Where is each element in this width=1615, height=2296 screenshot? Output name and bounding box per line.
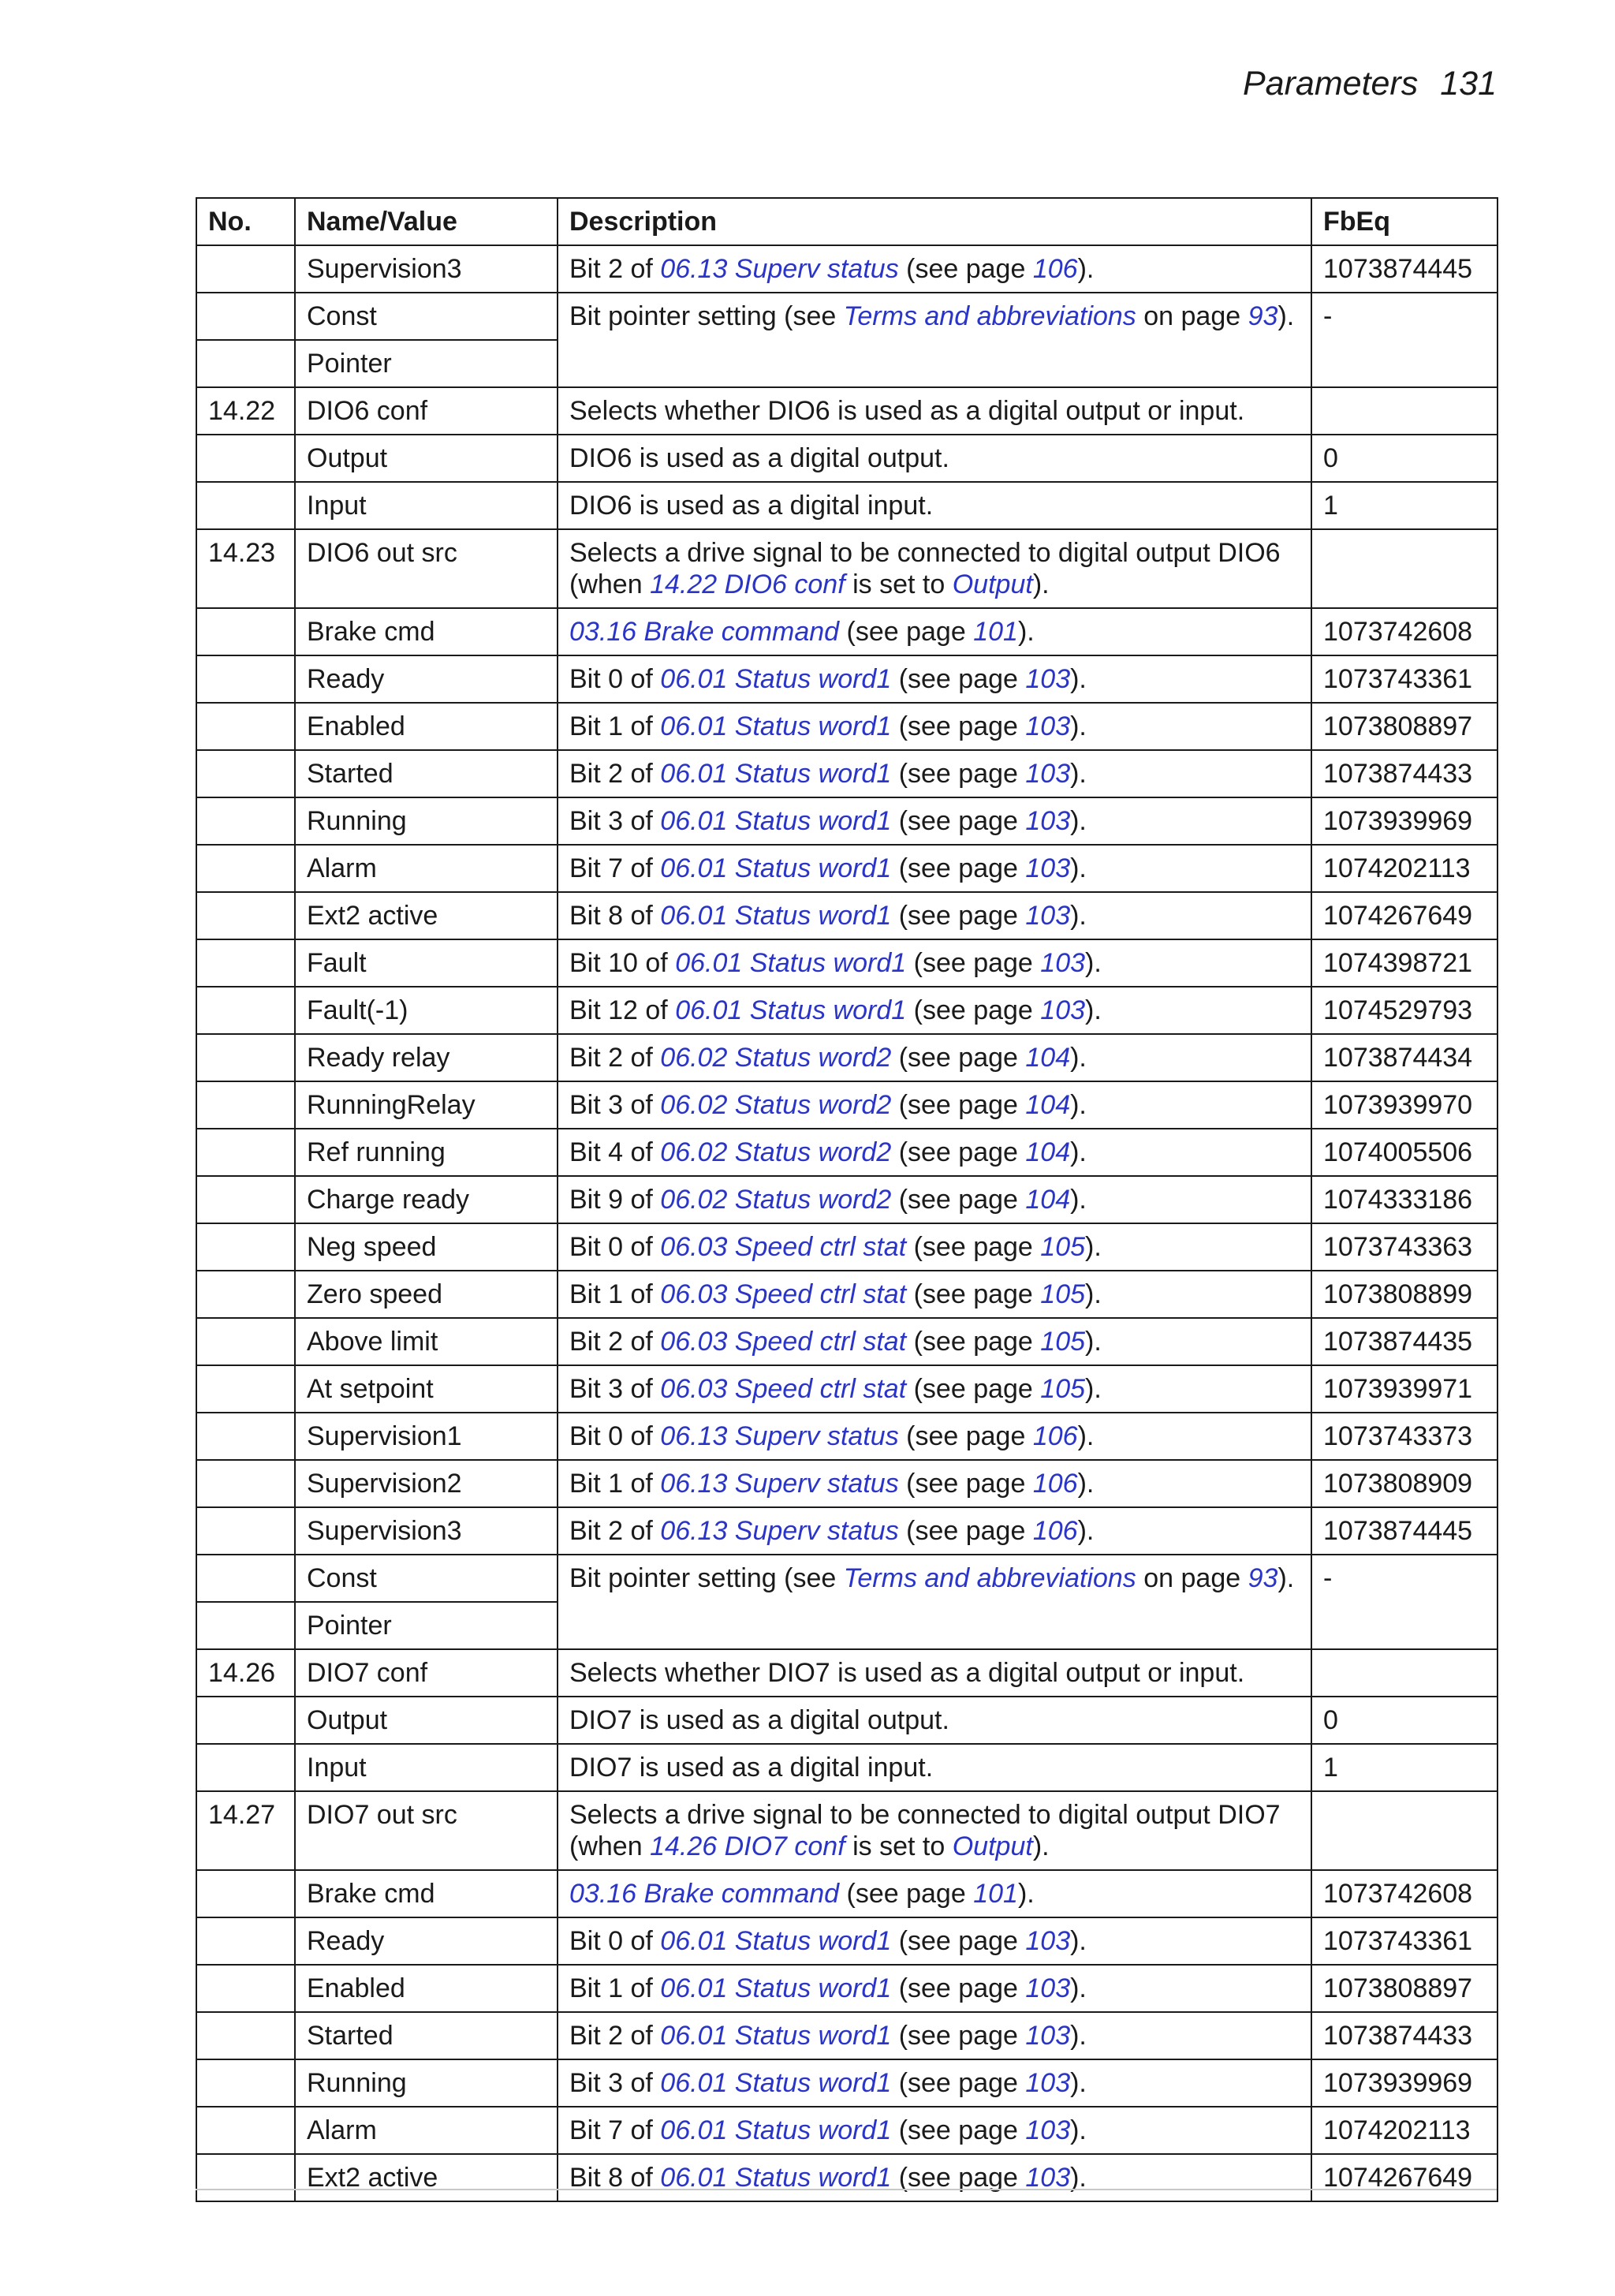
parameter-link[interactable]: 06.13 Superv status: [660, 1421, 899, 1451]
column-header-no: No.: [196, 198, 295, 245]
param-number: [196, 1271, 295, 1318]
param-value-name: Ready: [295, 655, 558, 703]
param-number: [196, 1965, 295, 2012]
table-row: [196, 1917, 1498, 1965]
table-row: [196, 845, 1498, 892]
parameter-link[interactable]: 06.01 Status word1: [660, 2115, 892, 2145]
param-number: [196, 1697, 295, 1744]
table-row: [196, 703, 1498, 750]
parameter-link[interactable]: 06.03 Speed ctrl stat: [660, 1327, 907, 1357]
parameter-link[interactable]: 06.01 Status word1: [660, 1926, 892, 1956]
table-row: [196, 2012, 1498, 2059]
param-number: [196, 1602, 295, 1649]
param-fbeq: [1311, 529, 1498, 608]
parameter-link[interactable]: 14.26 DIO7 conf: [650, 1831, 845, 1861]
terms-link[interactable]: Terms and abbreviations: [843, 301, 1136, 331]
parameter-link[interactable]: 03.16 Brake command: [569, 617, 840, 647]
param-value-name: Pointer: [295, 340, 558, 387]
param-number: [196, 1034, 295, 1081]
param-description: Selects whether DIO7 is used as a digital output or input.: [558, 1649, 1311, 1697]
table-row: [196, 1176, 1498, 1223]
param-value-name: Supervision3: [295, 245, 558, 293]
param-description: 03.16 Brake command (see page 101).: [558, 608, 1311, 655]
param-value-name: Output: [295, 435, 558, 482]
table-row: [196, 435, 1498, 482]
param-value-name: Output: [295, 1697, 558, 1744]
page-header: [1243, 65, 1497, 103]
table-row: [196, 655, 1498, 703]
param-fbeq: 1073808899: [1311, 1271, 1498, 1318]
param-description: Bit 0 of 06.03 Speed ctrl stat (see page 105).: [558, 1223, 1311, 1271]
page-link[interactable]: 105: [1040, 1374, 1086, 1404]
page-link[interactable]: 103: [1025, 759, 1071, 789]
param-number: [196, 1223, 295, 1271]
param-number: [196, 1555, 295, 1602]
param-number: [196, 987, 295, 1034]
param-fbeq: 1073874433: [1311, 750, 1498, 797]
parameter-link[interactable]: 06.01 Status word1: [660, 664, 892, 694]
param-value-name: Ref running: [295, 1129, 558, 1176]
page-link[interactable]: 101: [973, 617, 1018, 647]
param-fbeq: 1074005506: [1311, 1129, 1498, 1176]
param-value-name: Supervision2: [295, 1460, 558, 1507]
table-row: [196, 1965, 1498, 2012]
param-description: Bit 2 of 06.13 Superv status (see page 106).: [558, 245, 1311, 293]
param-description: Bit 12 of 06.01 Status word1 (see page 103).: [558, 987, 1311, 1034]
page-link[interactable]: 106: [1032, 254, 1078, 284]
param-description: Bit 2 of 06.03 Speed ctrl stat (see page 105).: [558, 1318, 1311, 1365]
param-value-name: Brake cmd: [295, 608, 558, 655]
param-value-name: Charge ready: [295, 1176, 558, 1223]
param-fbeq: 1073742608: [1311, 1870, 1498, 1917]
param-value-name: Ready relay: [295, 1034, 558, 1081]
param-name: DIO6 conf: [295, 387, 558, 435]
param-value-name: Const: [295, 293, 558, 340]
param-fbeq: 0: [1311, 435, 1498, 482]
table-row: [196, 1271, 1498, 1318]
table-row: [196, 529, 1498, 608]
table-row: [196, 797, 1498, 845]
page-link[interactable]: 103: [1025, 2163, 1071, 2193]
param-description: Bit 8 of 06.01 Status word1 (see page 103).: [558, 2154, 1311, 2201]
param-number: [196, 2154, 295, 2201]
param-description: Bit 0 of 06.13 Superv status (see page 106).: [558, 1413, 1311, 1460]
parameter-link[interactable]: 06.01 Status word1: [660, 2068, 892, 2098]
param-description: DIO6 is used as a digital output.: [558, 435, 1311, 482]
param-number: [196, 435, 295, 482]
parameter-link[interactable]: 06.01 Status word1: [675, 995, 907, 1025]
param-description: Bit 3 of 06.02 Status word2 (see page 104).: [558, 1081, 1311, 1129]
param-fbeq: 1073742608: [1311, 608, 1498, 655]
parameter-link[interactable]: 06.01 Status word1: [660, 2021, 892, 2051]
param-value-name: RunningRelay: [295, 1081, 558, 1129]
param-value-name: Neg speed: [295, 1223, 558, 1271]
param-number: [196, 340, 295, 387]
param-name: DIO7 out src: [295, 1791, 558, 1870]
table-row: [196, 1649, 1498, 1697]
param-number: 14.23: [196, 529, 295, 608]
param-number: 14.26: [196, 1649, 295, 1697]
page-link[interactable]: 103: [1025, 2068, 1071, 2098]
page-link[interactable]: 103: [1025, 2115, 1071, 2145]
table-header-row: [196, 198, 1498, 245]
param-number: [196, 750, 295, 797]
table-row: [196, 2154, 1498, 2201]
table-row: [196, 293, 1498, 340]
param-number: [196, 1176, 295, 1223]
param-fbeq: 1074267649: [1311, 892, 1498, 939]
page-link[interactable]: 104: [1025, 1185, 1071, 1215]
page-link[interactable]: 103: [1025, 664, 1071, 694]
param-value-name: Ext2 active: [295, 2154, 558, 2201]
table-row: [196, 939, 1498, 987]
param-fbeq: 1073743363: [1311, 1223, 1498, 1271]
param-number: [196, 293, 295, 340]
table-row: [196, 1365, 1498, 1413]
param-description: DIO6 is used as a digital input.: [558, 482, 1311, 529]
page-link[interactable]: 103: [1025, 901, 1071, 931]
table-row: [196, 1081, 1498, 1129]
param-value-name: Input: [295, 482, 558, 529]
param-value-name: Brake cmd: [295, 1870, 558, 1917]
page-link[interactable]: 103: [1025, 853, 1071, 883]
param-value-name: Running: [295, 797, 558, 845]
table-row: [196, 387, 1498, 435]
param-description: Bit 7 of 06.01 Status word1 (see page 103).: [558, 2107, 1311, 2154]
param-description: Bit 7 of 06.01 Status word1 (see page 103).: [558, 845, 1311, 892]
param-number: [196, 1917, 295, 1965]
parameter-link[interactable]: 06.02 Status word2: [660, 1137, 892, 1167]
param-number: [196, 845, 295, 892]
parameter-link[interactable]: 06.01 Status word1: [660, 806, 892, 836]
table-row: [196, 1870, 1498, 1917]
parameter-table: [196, 197, 1498, 2202]
table-row: [196, 1318, 1498, 1365]
param-description: Bit 3 of 06.03 Speed ctrl stat (see page 105).: [558, 1365, 1311, 1413]
param-fbeq: 1073874433: [1311, 2012, 1498, 2059]
param-number: [196, 1365, 295, 1413]
param-description: Bit 1 of 06.13 Superv status (see page 106).: [558, 1460, 1311, 1507]
param-number: [196, 939, 295, 987]
column-header-name-value: Name/Value: [295, 198, 558, 245]
param-description: Bit pointer setting (see Terms and abbreviations on page 93).: [558, 1555, 1311, 1649]
parameter-link[interactable]: 06.03 Speed ctrl stat: [660, 1279, 907, 1309]
param-number: [196, 1318, 295, 1365]
param-fbeq: 1: [1311, 1744, 1498, 1791]
param-description: Selects a drive signal to be connected to digital output DIO7 (when 14.26 DIO7 conf is set to Output).: [558, 1791, 1311, 1870]
param-value-name: At setpoint: [295, 1365, 558, 1413]
table-row: [196, 1034, 1498, 1081]
param-fbeq: 1074333186: [1311, 1176, 1498, 1223]
page-link[interactable]: 105: [1040, 1327, 1086, 1357]
table-row: [196, 608, 1498, 655]
table-row: [196, 1413, 1498, 1460]
param-fbeq: 1073939969: [1311, 2059, 1498, 2107]
param-description: Bit 10 of 06.01 Status word1 (see page 103).: [558, 939, 1311, 987]
param-fbeq: [1311, 387, 1498, 435]
parameter-link[interactable]: 06.02 Status word2: [660, 1090, 892, 1120]
param-value-name: Started: [295, 2012, 558, 2059]
param-number: [196, 1129, 295, 1176]
param-value-name: Above limit: [295, 1318, 558, 1365]
page-link[interactable]: 103: [1025, 711, 1071, 741]
table-row: [196, 482, 1498, 529]
param-fbeq: 1073874445: [1311, 245, 1498, 293]
page-link[interactable]: 93: [1248, 1563, 1278, 1593]
param-fbeq: -: [1311, 293, 1498, 387]
param-value-name: Alarm: [295, 2107, 558, 2154]
page-link[interactable]: 106: [1032, 1469, 1078, 1499]
page-link[interactable]: 104: [1025, 1137, 1071, 1167]
param-number: 14.22: [196, 387, 295, 435]
parameter-link[interactable]: 03.16 Brake command: [569, 1879, 840, 1909]
param-description: Bit 9 of 06.02 Status word2 (see page 104).: [558, 1176, 1311, 1223]
param-value-name: Enabled: [295, 703, 558, 750]
param-fbeq: 0: [1311, 1697, 1498, 1744]
parameter-link[interactable]: 06.03 Speed ctrl stat: [660, 1374, 907, 1404]
page-link[interactable]: 103: [1025, 1926, 1071, 1956]
param-number: [196, 2059, 295, 2107]
param-fbeq: 1073808897: [1311, 703, 1498, 750]
param-fbeq: 1074202113: [1311, 2107, 1498, 2154]
param-value-name: Zero speed: [295, 1271, 558, 1318]
param-number: [196, 892, 295, 939]
param-value-name: Supervision1: [295, 1413, 558, 1460]
page-link[interactable]: 103: [1025, 1973, 1071, 2003]
param-number: [196, 1870, 295, 1917]
param-number: [196, 1413, 295, 1460]
parameter-link[interactable]: 06.02 Status word2: [660, 1185, 892, 1215]
param-number: [196, 1744, 295, 1791]
section-title: Parameters: [1243, 65, 1419, 103]
table-row: [196, 1223, 1498, 1271]
parameter-link[interactable]: 06.13 Superv status: [660, 1516, 899, 1546]
table-row: [196, 1507, 1498, 1555]
parameter-link[interactable]: 06.01 Status word1: [660, 759, 892, 789]
table-row: [196, 1555, 1498, 1602]
param-description: Bit 4 of 06.02 Status word2 (see page 104).: [558, 1129, 1311, 1176]
param-value-name: Enabled: [295, 1965, 558, 2012]
parameter-link[interactable]: 06.01 Status word1: [660, 2163, 892, 2193]
param-fbeq: 1073874445: [1311, 1507, 1498, 1555]
param-description: Selects whether DIO6 is used as a digital output or input.: [558, 387, 1311, 435]
page-link[interactable]: 105: [1040, 1232, 1086, 1262]
param-number: [196, 703, 295, 750]
param-description: DIO7 is used as a digital output.: [558, 1697, 1311, 1744]
param-description: Bit 1 of 06.03 Speed ctrl stat (see page 105).: [558, 1271, 1311, 1318]
table-row: [196, 245, 1498, 293]
param-description: Bit 0 of 06.01 Status word1 (see page 103).: [558, 655, 1311, 703]
param-description: Bit 1 of 06.01 Status word1 (see page 103).: [558, 1965, 1311, 2012]
page-link[interactable]: 104: [1025, 1090, 1071, 1120]
param-fbeq: 1074267649: [1311, 2154, 1498, 2201]
param-fbeq: 1073939969: [1311, 797, 1498, 845]
param-name: DIO6 out src: [295, 529, 558, 608]
param-number: [196, 797, 295, 845]
param-fbeq: -: [1311, 1555, 1498, 1649]
page-number: 131: [1440, 65, 1497, 103]
table-row: [196, 1744, 1498, 1791]
parameter-link[interactable]: 06.03 Speed ctrl stat: [660, 1232, 907, 1262]
param-fbeq: [1311, 1649, 1498, 1697]
page-link[interactable]: 106: [1032, 1516, 1078, 1546]
table-row: [196, 750, 1498, 797]
param-description: Bit 3 of 06.01 Status word1 (see page 103).: [558, 2059, 1311, 2107]
value-link[interactable]: Output: [952, 569, 1033, 599]
page-link[interactable]: 103: [1025, 806, 1071, 836]
parameter-link[interactable]: 06.02 Status word2: [660, 1043, 892, 1073]
param-description: Bit 2 of 06.01 Status word1 (see page 103).: [558, 2012, 1311, 2059]
param-description: Bit 1 of 06.01 Status word1 (see page 103).: [558, 703, 1311, 750]
table-row: [196, 1791, 1498, 1870]
param-value-name: Fault(-1): [295, 987, 558, 1034]
param-number: [196, 608, 295, 655]
page-link[interactable]: 106: [1032, 1421, 1078, 1451]
param-fbeq: 1074202113: [1311, 845, 1498, 892]
value-link[interactable]: Output: [952, 1831, 1033, 1861]
parameter-link[interactable]: 06.13 Superv status: [660, 1469, 899, 1499]
param-fbeq: 1073808909: [1311, 1460, 1498, 1507]
page-link[interactable]: 93: [1248, 301, 1278, 331]
footer-divider: [196, 2189, 1497, 2190]
table-row: [196, 892, 1498, 939]
parameter-link[interactable]: 06.01 Status word1: [660, 711, 892, 741]
param-number: [196, 245, 295, 293]
param-fbeq: 1073939971: [1311, 1365, 1498, 1413]
page-link[interactable]: 105: [1040, 1279, 1086, 1309]
table-row: [196, 1460, 1498, 1507]
param-value-name: Ready: [295, 1917, 558, 1965]
param-number: 14.27: [196, 1791, 295, 1870]
page-link[interactable]: 103: [1040, 948, 1086, 978]
param-fbeq: 1074529793: [1311, 987, 1498, 1034]
param-number: [196, 1460, 295, 1507]
param-fbeq: 1073808897: [1311, 1965, 1498, 2012]
param-number: [196, 2107, 295, 2154]
page-link[interactable]: 101: [973, 1879, 1018, 1909]
parameter-link[interactable]: 06.01 Status word1: [660, 853, 892, 883]
param-value-name: Started: [295, 750, 558, 797]
table-row: [196, 987, 1498, 1034]
param-value-name: Pointer: [295, 1602, 558, 1649]
param-description: Bit 0 of 06.01 Status word1 (see page 103).: [558, 1917, 1311, 1965]
param-fbeq: 1073874434: [1311, 1034, 1498, 1081]
table-row: [196, 1129, 1498, 1176]
column-header-description: Description: [558, 198, 1311, 245]
param-value-name: Input: [295, 1744, 558, 1791]
param-description: Selects a drive signal to be connected to digital output DIO6 (when 14.22 DIO6 conf is set to Output).: [558, 529, 1311, 608]
param-value-name: Fault: [295, 939, 558, 987]
param-fbeq: 1: [1311, 482, 1498, 529]
param-number: [196, 482, 295, 529]
param-fbeq: 1073939970: [1311, 1081, 1498, 1129]
param-number: [196, 1507, 295, 1555]
parameter-link[interactable]: 06.01 Status word1: [660, 901, 892, 931]
page-link[interactable]: 103: [1040, 995, 1086, 1025]
param-value-name: Running: [295, 2059, 558, 2107]
table-row: [196, 1697, 1498, 1744]
parameter-link[interactable]: 14.22 DIO6 conf: [650, 569, 845, 599]
param-fbeq: 1073743373: [1311, 1413, 1498, 1460]
param-name: DIO7 conf: [295, 1649, 558, 1697]
terms-link[interactable]: Terms and abbreviations: [843, 1563, 1136, 1593]
param-description: Bit 3 of 06.01 Status word1 (see page 103).: [558, 797, 1311, 845]
param-value-name: Const: [295, 1555, 558, 1602]
parameter-link[interactable]: 06.13 Superv status: [660, 254, 899, 284]
page-link[interactable]: 103: [1025, 2021, 1071, 2051]
param-fbeq: 1073743361: [1311, 655, 1498, 703]
param-fbeq: 1074398721: [1311, 939, 1498, 987]
parameter-link[interactable]: 06.01 Status word1: [675, 948, 907, 978]
table-row: [196, 2107, 1498, 2154]
param-description: DIO7 is used as a digital input.: [558, 1744, 1311, 1791]
param-value-name: Ext2 active: [295, 892, 558, 939]
parameter-link[interactable]: 06.01 Status word1: [660, 1973, 892, 2003]
param-number: [196, 1081, 295, 1129]
param-number: [196, 2012, 295, 2059]
param-fbeq: 1073743361: [1311, 1917, 1498, 1965]
param-description: Bit pointer setting (see Terms and abbreviations on page 93).: [558, 293, 1311, 387]
param-description: Bit 2 of 06.02 Status word2 (see page 104).: [558, 1034, 1311, 1081]
param-fbeq: 1073874435: [1311, 1318, 1498, 1365]
param-description: Bit 8 of 06.01 Status word1 (see page 103).: [558, 892, 1311, 939]
param-description: Bit 2 of 06.13 Superv status (see page 106).: [558, 1507, 1311, 1555]
table-row: [196, 2059, 1498, 2107]
page-link[interactable]: 104: [1025, 1043, 1071, 1073]
param-number: [196, 655, 295, 703]
param-description: 03.16 Brake command (see page 101).: [558, 1870, 1311, 1917]
param-description: Bit 2 of 06.01 Status word1 (see page 103).: [558, 750, 1311, 797]
param-fbeq: [1311, 1791, 1498, 1870]
column-header-fbeq: FbEq: [1311, 198, 1498, 245]
param-value-name: Supervision3: [295, 1507, 558, 1555]
param-value-name: Alarm: [295, 845, 558, 892]
